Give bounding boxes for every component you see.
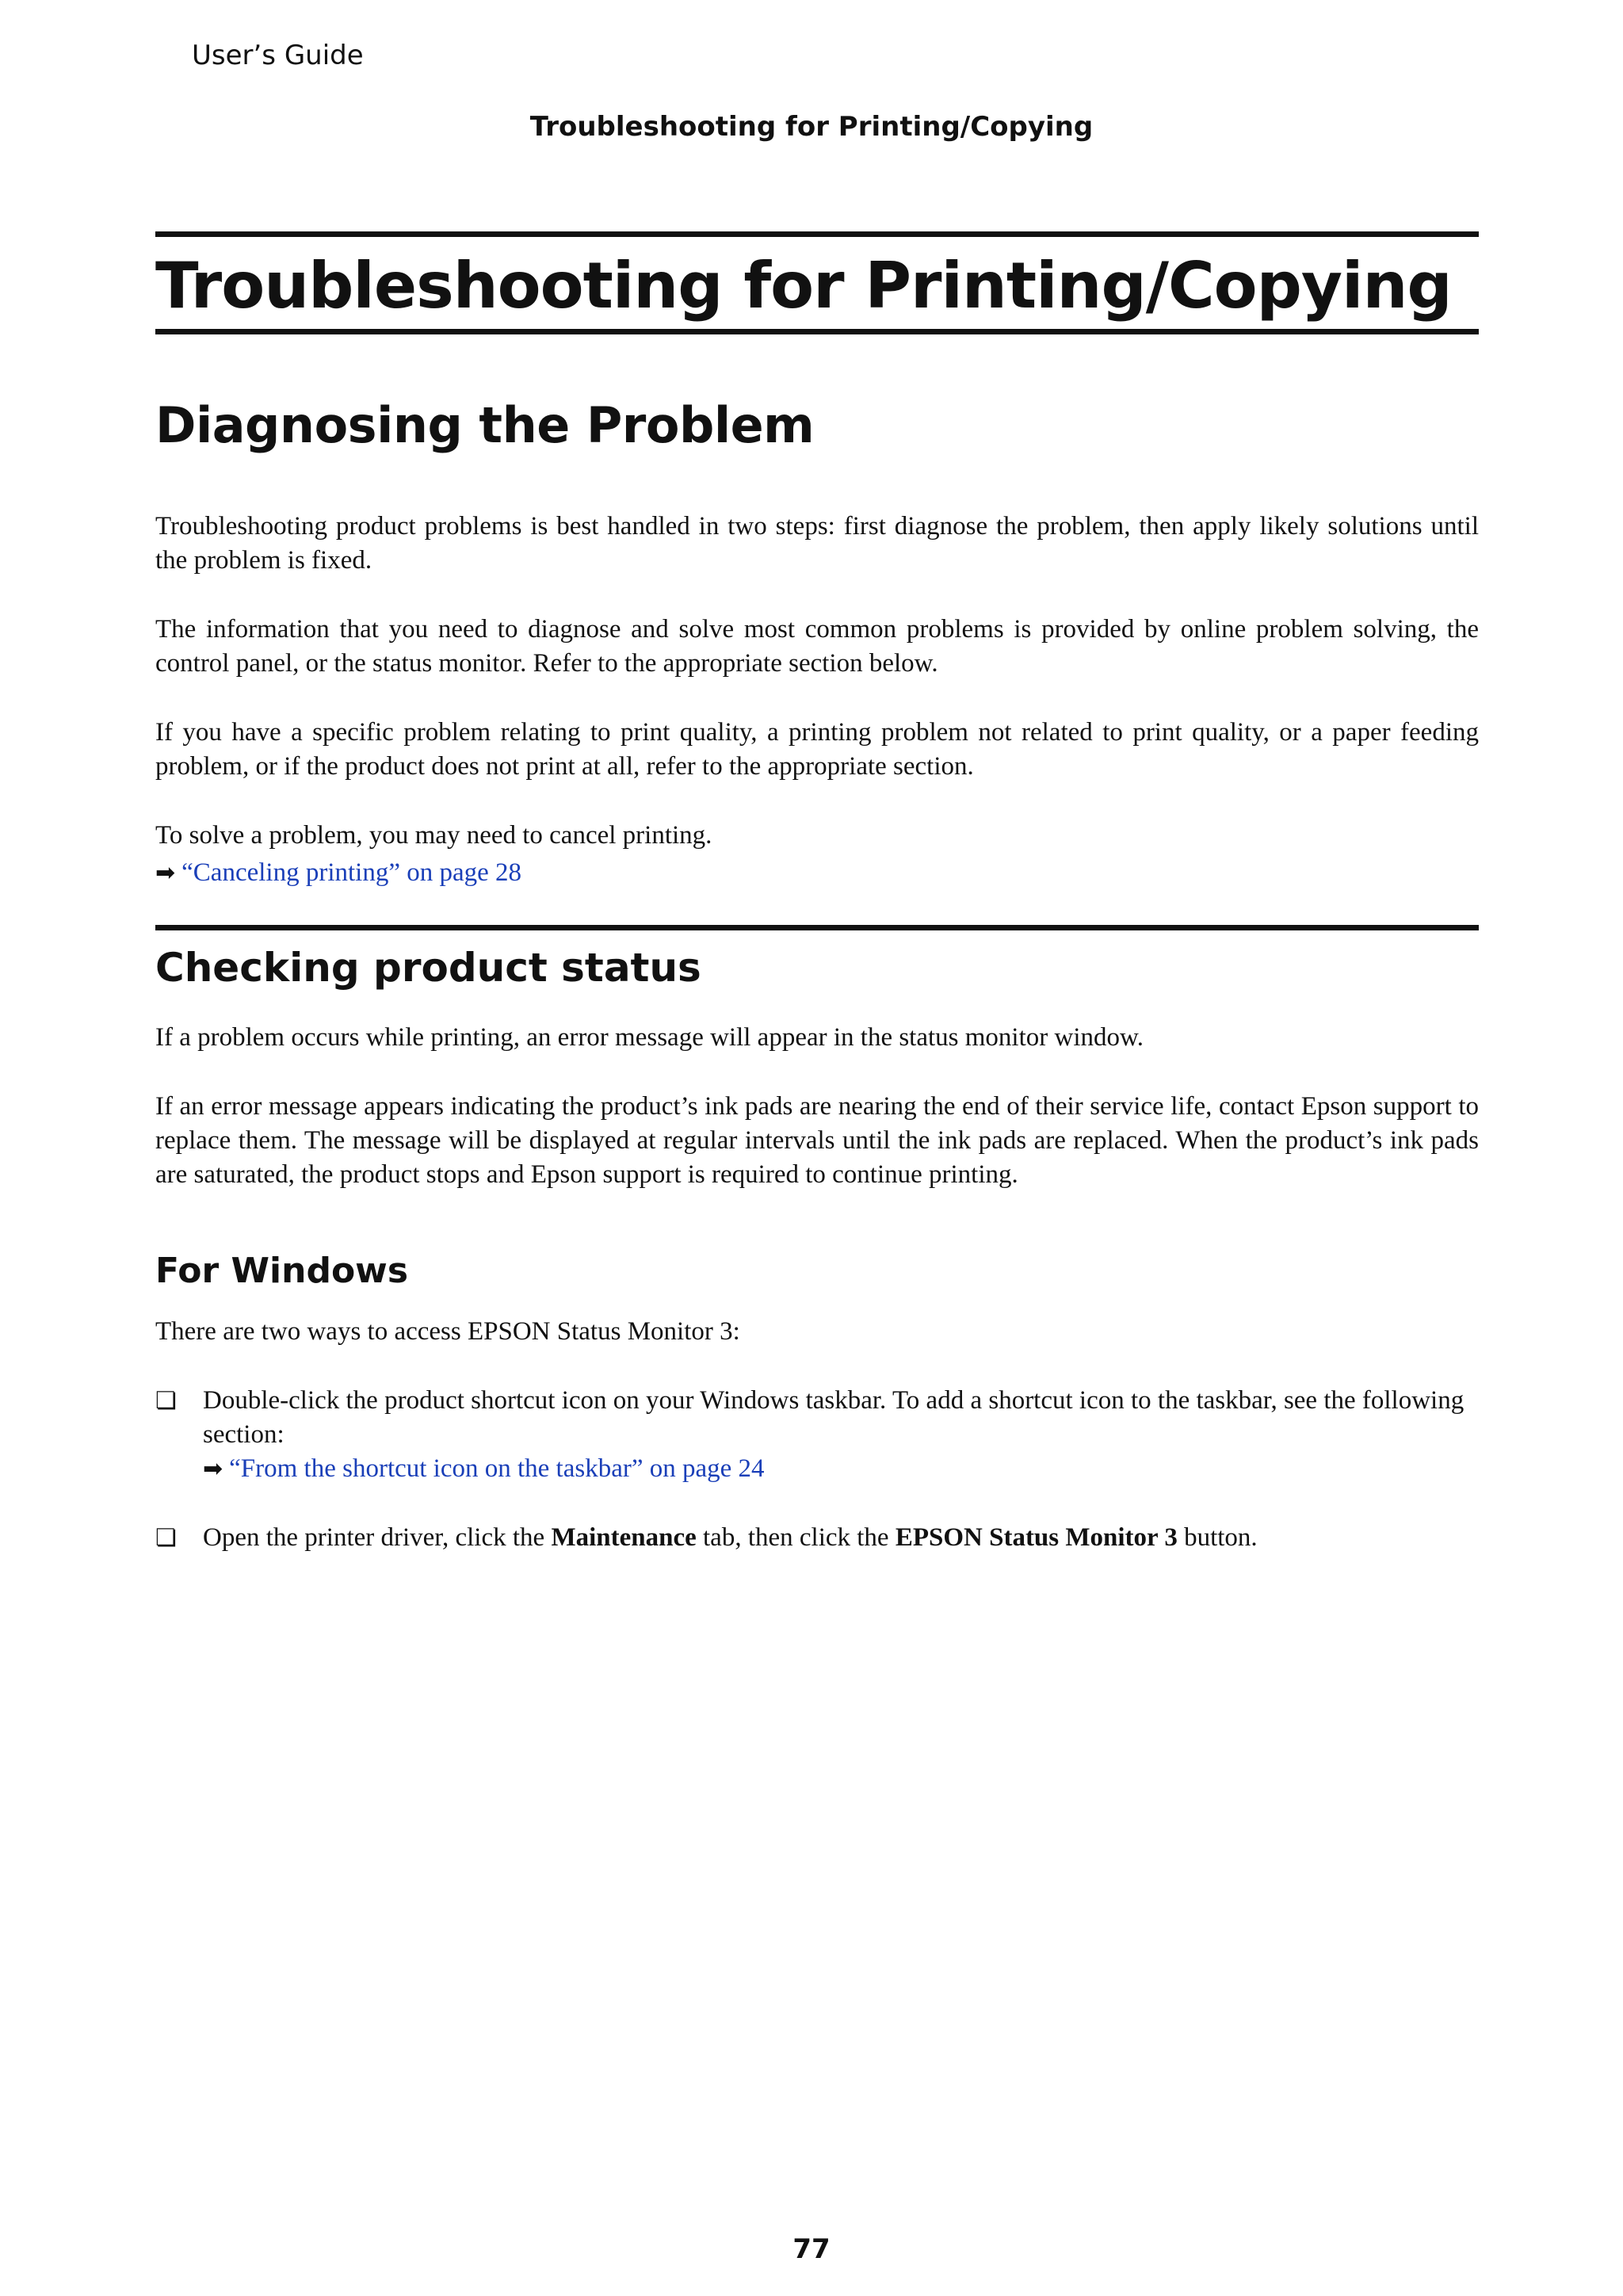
page-content: [155, 231, 1479, 1590]
right-arrow-icon: ➡: [155, 859, 176, 887]
list-item-text: [203, 1521, 1479, 1555]
right-arrow-icon: ➡: [203, 1455, 223, 1483]
text-run: Open the printer driver, click the: [203, 1523, 552, 1552]
checkbox-icon: ❏: [155, 1524, 177, 1552]
running-header-guide: User’s Guide: [192, 40, 364, 71]
running-header-section: Troubleshooting for Printing/Copying: [529, 111, 1094, 143]
text-run: button.: [1177, 1523, 1258, 1552]
list-item: [155, 1521, 1479, 1555]
chapter-bottom-rule: [155, 329, 1479, 334]
cross-reference: [203, 1452, 1479, 1486]
text-run: tab, then click the: [696, 1523, 896, 1552]
link-canceling-printing[interactable]: “Canceling printing” on page 28: [181, 858, 522, 887]
paragraph: If you have a specific problem relating to print quality, a printing problem not related to print quality, or a paper feeding problem, or if the product does not print at all, refer to the appropriate section.: [155, 718, 1479, 781]
paragraph: There are two ways to access EPSON Status Monitor 3:: [155, 1317, 740, 1346]
paragraph: To solve a problem, you may need to cancel printing.: [155, 821, 712, 850]
chapter-top-rule: [155, 231, 1479, 237]
bold-term-status-monitor: EPSON Status Monitor 3: [895, 1523, 1178, 1552]
section-title-checking-status: Checking product status: [155, 945, 701, 991]
paragraph: The information that you need to diagnose and solve most common problems is provided by online problem solving, the control panel, or the status monitor. Refer to the appropriate section below.: [155, 615, 1479, 678]
section-rule: [155, 925, 1479, 930]
chapter-title: Troubleshooting for Printing/Copying: [155, 249, 1452, 323]
section-title-diagnosing: Diagnosing the Problem: [155, 396, 815, 454]
paragraph: Troubleshooting product problems is best handled in two steps: first diagnose the problem, then apply likely solutions until the problem is fixed.: [155, 512, 1479, 575]
link-shortcut-icon-taskbar[interactable]: “From the shortcut icon on the taskbar” on page 24: [229, 1454, 765, 1483]
list-item: [155, 1384, 1479, 1486]
page-number: 77: [792, 2233, 831, 2265]
list-item-text: Double-click the product shortcut icon on your Windows taskbar. To add a shortcut icon to the taskbar, see the following section:: [203, 1386, 1465, 1449]
cross-reference: [155, 856, 1479, 890]
paragraph: If an error message appears indicating the product’s ink pads are nearing the end of their service life, contact Epson support to replace them. The message will be displayed at regular intervals until the ink pads are replaced. When the product’s ink pads are saturated, the product stops and Epson support is required to continue printing.: [155, 1092, 1479, 1189]
subsection-title-windows: For Windows: [155, 1251, 409, 1291]
bold-term-maintenance: Maintenance: [551, 1523, 697, 1552]
paragraph: If a problem occurs while printing, an error message will appear in the status monitor window.: [155, 1023, 1144, 1052]
checkbox-icon: ❏: [155, 1387, 177, 1415]
